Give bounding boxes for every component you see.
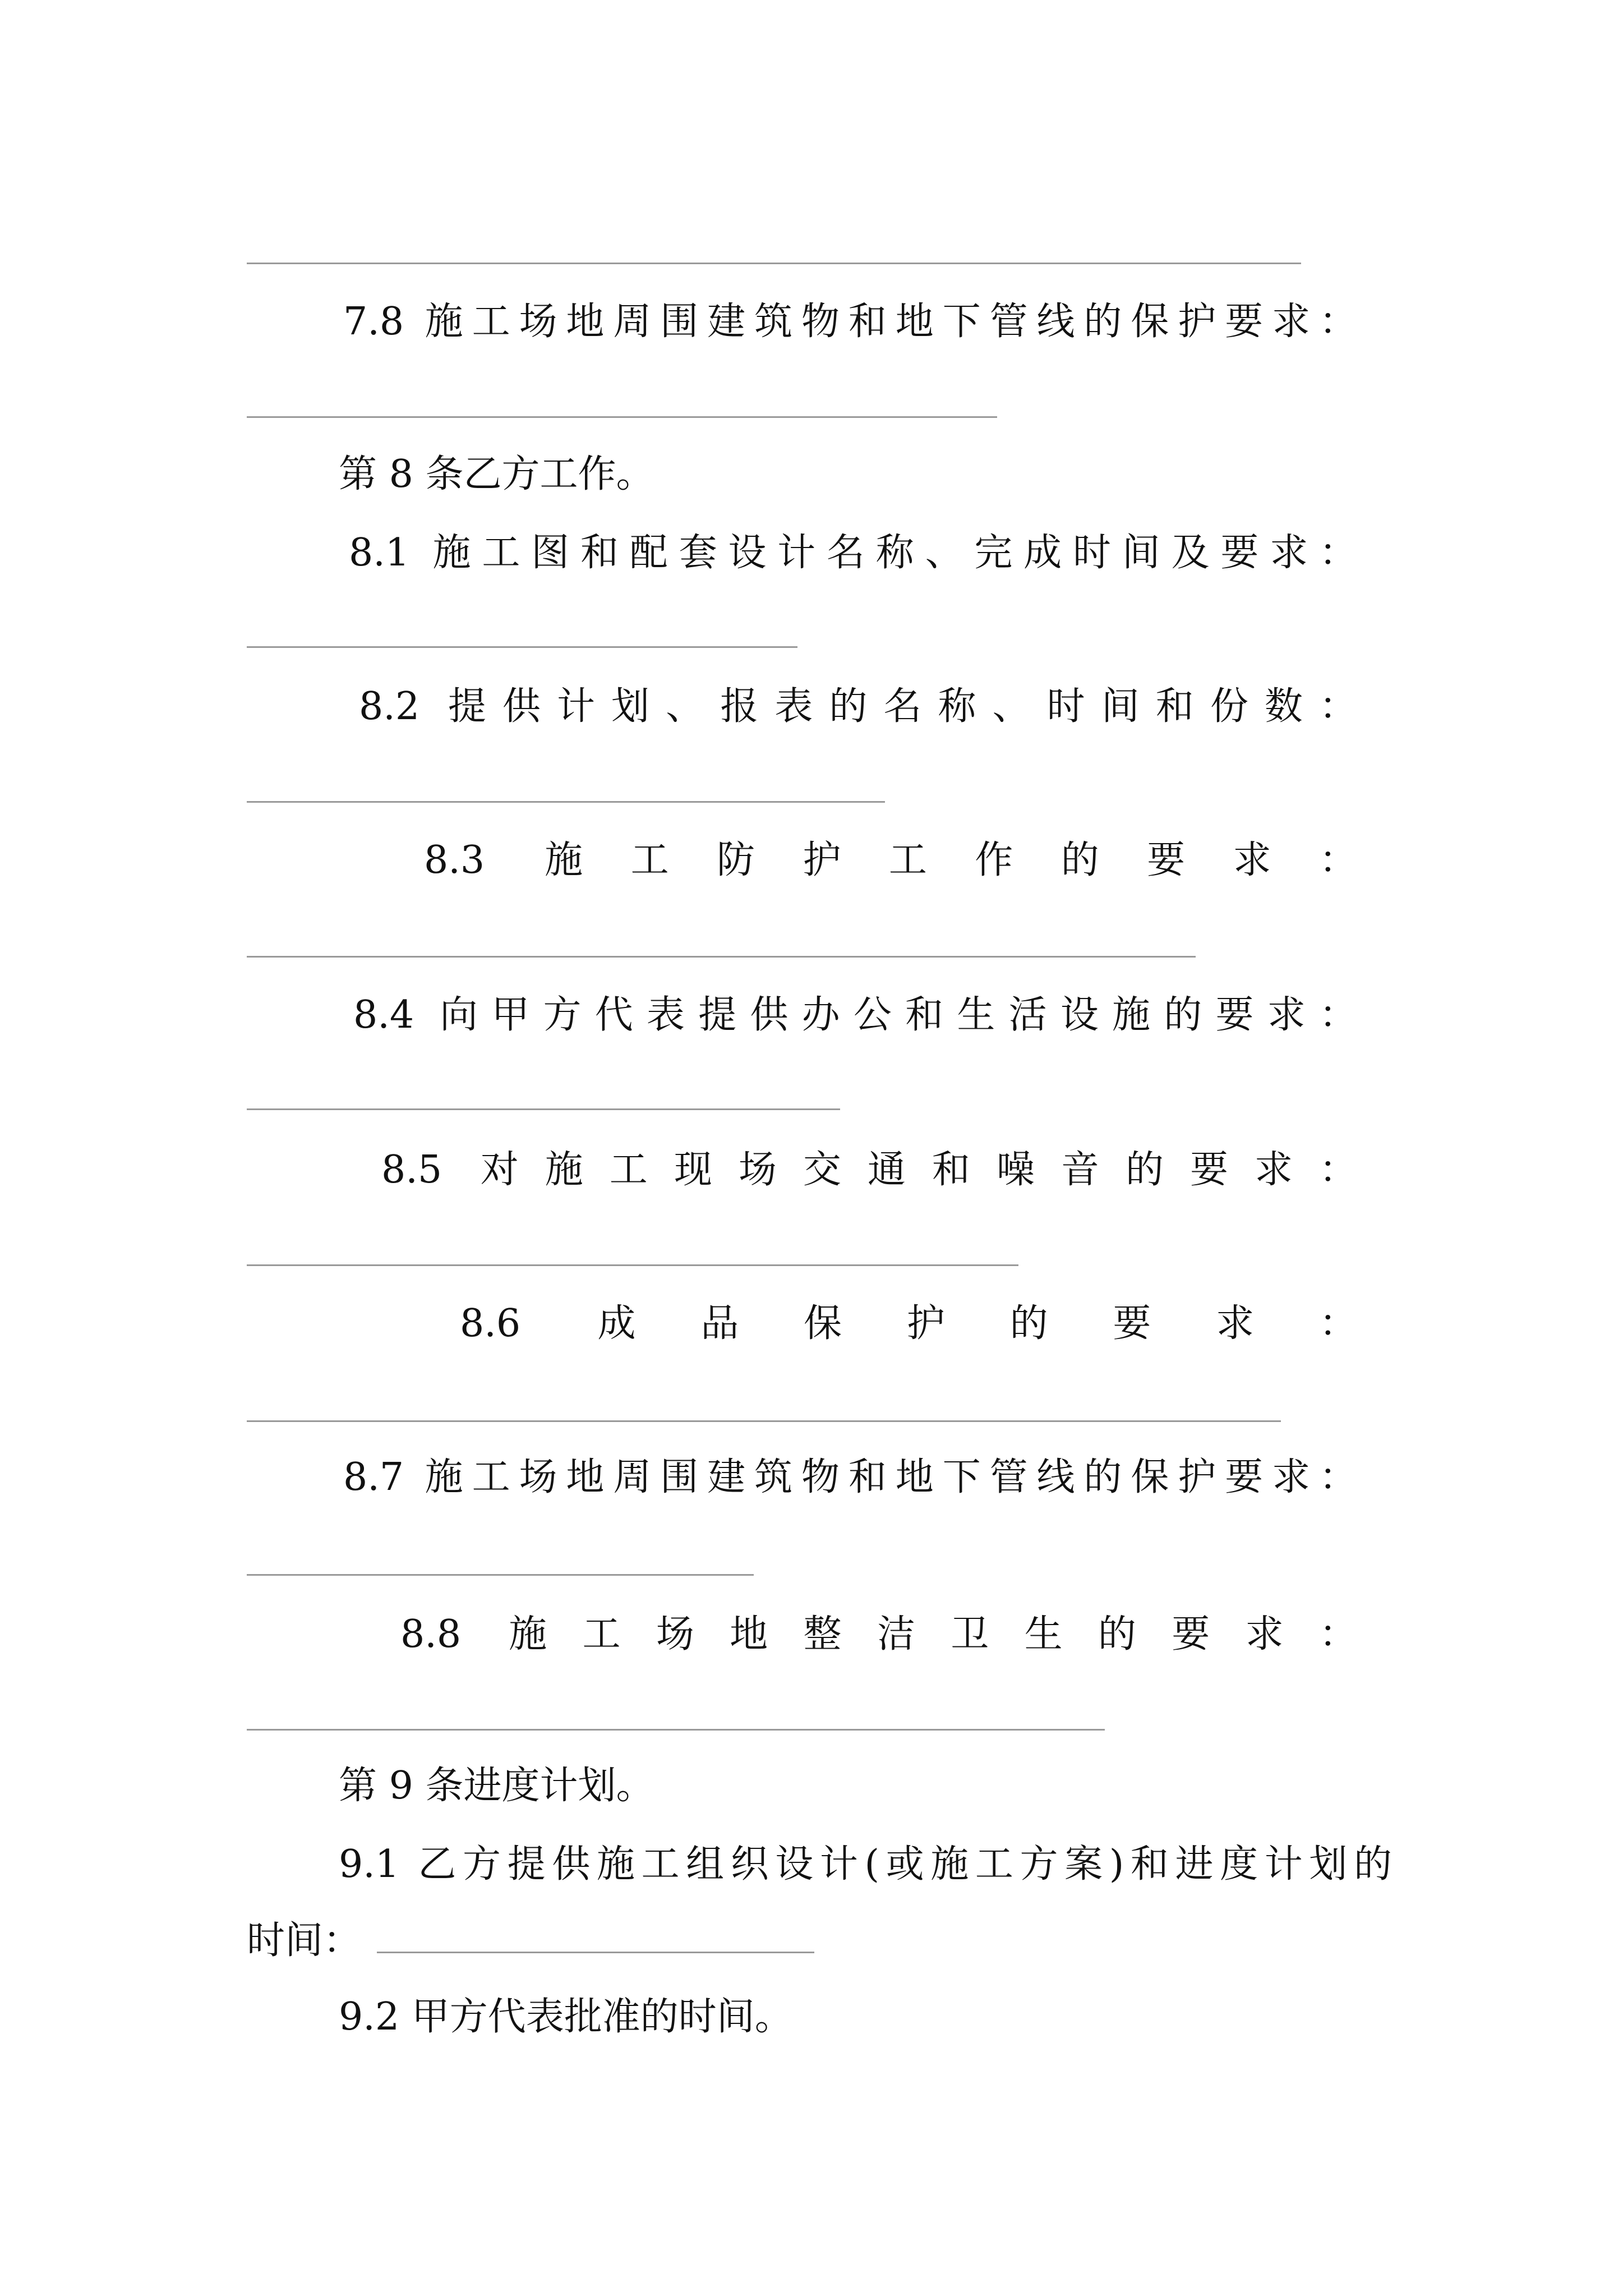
- clause-8-6: 8.6 成品保护的要求：: [460, 1301, 1357, 1346]
- clause-8-1: 8.1 施工图和配套设计名称、完成时间及要求：: [349, 531, 1357, 575]
- clause-7-8: 7.8 施工场地周围建筑物和地下管线的保护要求：: [343, 300, 1357, 344]
- clause-8-4: 8.4 向甲方代表提供办公和生活设施的要求：: [353, 993, 1357, 1037]
- clause-8-8: 8.8 施工场地整洁卫生的要求：: [400, 1612, 1357, 1657]
- blank-line: [247, 416, 997, 418]
- blank-line: [247, 646, 797, 648]
- clause-8-3: 8.3 施工防护工作的要求：: [424, 838, 1357, 882]
- blank-line: [247, 801, 885, 803]
- blank-line: [247, 1264, 1018, 1266]
- time-label: 时间：: [247, 1918, 362, 1963]
- clause-8-2: 8.2 提供计划、报表的名称、时间和份数：: [359, 684, 1357, 729]
- clause-8-7: 8.7 施工场地周围建筑物和地下管线的保护要求：: [343, 1455, 1357, 1499]
- blank-line: [247, 1574, 754, 1576]
- article-8-heading: 第 8 条乙方工作。: [339, 452, 654, 496]
- clause-9-1-continued: [247, 1918, 814, 1963]
- blank-line: [247, 1729, 1105, 1731]
- blank-line: [247, 263, 1301, 264]
- clause-9-2: 9.2 甲方代表批准的时间。: [339, 1995, 793, 2039]
- blank-line: [377, 1951, 814, 1953]
- blank-line: [247, 956, 1196, 958]
- blank-line: [247, 1420, 1281, 1422]
- clause-8-5: 8.5 对施工现场交通和噪音的要求：: [381, 1148, 1357, 1192]
- clause-9-1: 9.1 乙方提供施工组织设计(或施工方案)和进度计划的: [339, 1842, 1392, 1887]
- blank-line: [247, 1108, 840, 1110]
- article-9-heading: 第 9 条进度计划。: [339, 1764, 654, 1808]
